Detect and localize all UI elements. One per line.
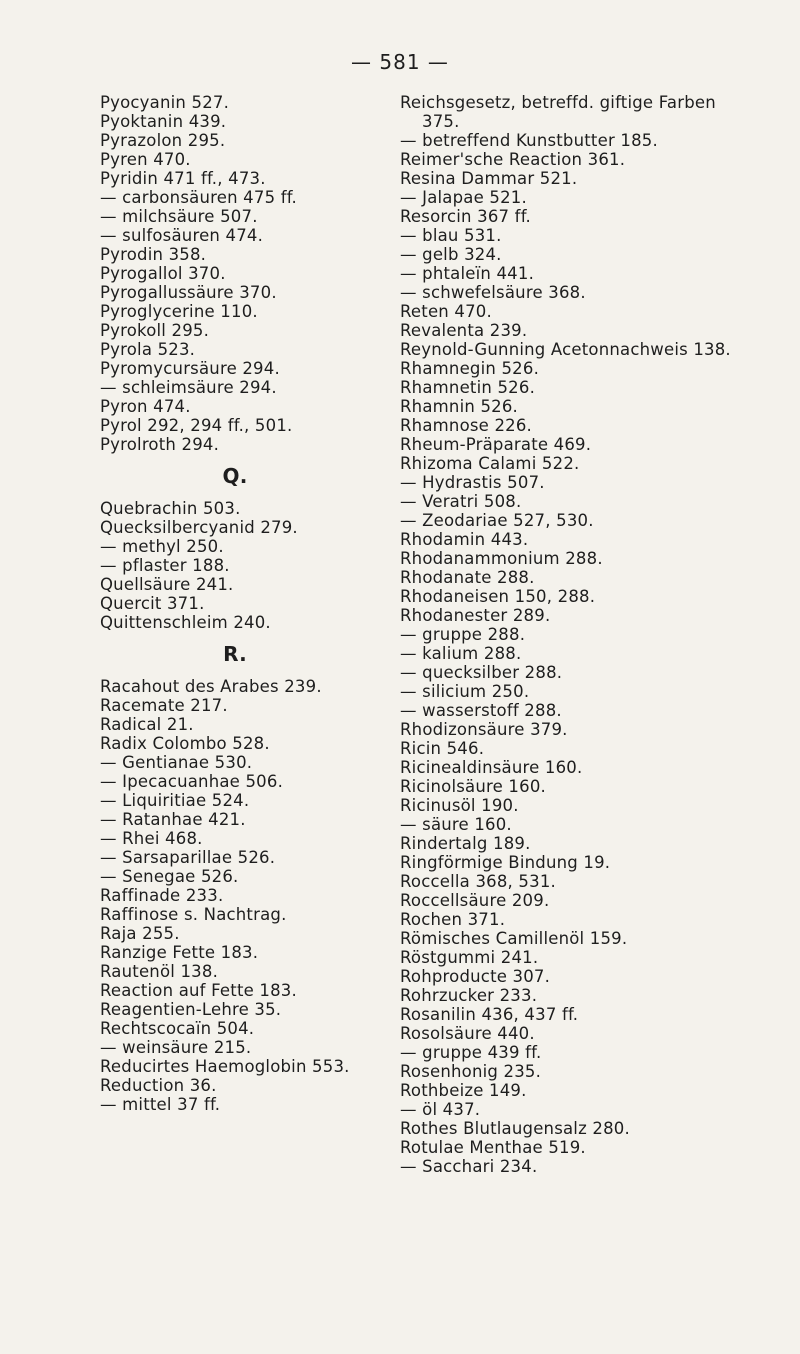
index-entry: Reimer'sche Reaction 361. xyxy=(400,150,626,169)
index-entry: Rhodanammonium 288. xyxy=(400,549,603,568)
index-entry: Quercit 371. xyxy=(100,594,205,613)
index-entry: — Ratanhae 421. xyxy=(100,810,246,829)
index-entry: — blau 531. xyxy=(400,226,502,245)
index-entry: Reducirtes Haemoglobin 553. xyxy=(100,1057,350,1076)
index-entry: — Sarsaparillae 526. xyxy=(100,848,276,867)
index-entry: Raja 255. xyxy=(100,924,180,943)
index-entry: Raffinose s. Nachtrag. xyxy=(100,905,287,924)
index-entry: Rhodizonsäure 379. xyxy=(400,720,568,739)
index-entry: — Liquiritiae 524. xyxy=(100,791,250,810)
index-entry: Rosenhonig 235. xyxy=(400,1062,542,1081)
index-entry: — öl 437. xyxy=(400,1100,481,1119)
index-entry: Pyocyanin 527. xyxy=(100,93,230,112)
index-entry: Rhodaneisen 150, 288. xyxy=(400,587,596,606)
index-entry: Rohrzucker 233. xyxy=(400,986,538,1005)
index-entry: Rautenöl 138. xyxy=(100,962,219,981)
index-entry: Rohproducte 307. xyxy=(400,967,551,986)
index-entry: Pyrola 523. xyxy=(100,340,196,359)
index-entry: — gelb 324. xyxy=(400,245,502,264)
index-entry: — phtaleïn 441. xyxy=(400,264,535,283)
index-entry: Pyrogallussäure 370. xyxy=(100,283,277,302)
index-entry: — milchsäure 507. xyxy=(100,207,258,226)
index-entry: Ricin 546. xyxy=(400,739,485,758)
index-entry: Rhamnetin 526. xyxy=(400,378,536,397)
index-column-left xyxy=(100,93,400,1114)
index-entry: Pyroglycerine 110. xyxy=(100,302,258,321)
index-entry: — silicium 250. xyxy=(400,682,530,701)
index-entry: Raffinade 233. xyxy=(100,886,224,905)
index-entry: — schleimsäure 294. xyxy=(100,378,277,397)
index-entry: — kalium 288. xyxy=(400,644,522,663)
index-entry: Pyrodin 358. xyxy=(100,245,207,264)
index-entry: Pyridin 471 ff., 473. xyxy=(100,169,266,188)
index-column-right xyxy=(400,93,750,1176)
index-entry: Racahout des Arabes 239. xyxy=(100,677,322,696)
index-entry: Resorcin 367 ff. xyxy=(400,207,531,226)
index-entry: — Jalapae 521. xyxy=(400,188,527,207)
section-letter-heading: R. xyxy=(223,642,247,666)
index-entry: Roccella 368, 531. xyxy=(400,872,556,891)
index-entry: Römisches Camillenöl 159. xyxy=(400,929,628,948)
index-entry: Rechtscocaïn 504. xyxy=(100,1019,255,1038)
index-entry: Pyron 474. xyxy=(100,397,191,416)
index-entry: Pyrolroth 294. xyxy=(100,435,220,454)
index-entry: Ricinusöl 190. xyxy=(400,796,519,815)
index-entry: Reichsgesetz, betreffd. giftige Farben xyxy=(400,93,716,112)
index-entry: — wasserstoff 288. xyxy=(400,701,562,720)
index-entry: — betreffend Kunstbutter 185. xyxy=(400,131,658,150)
index-entry: — Veratri 508. xyxy=(400,492,522,511)
page-number: — 581 — xyxy=(351,50,449,74)
index-entry: — Ipecacuanhae 506. xyxy=(100,772,284,791)
index-entry: Rhamnose 226. xyxy=(400,416,532,435)
index-entry: Reagentien-Lehre 35. xyxy=(100,1000,282,1019)
index-entry: Rhizoma Calami 522. xyxy=(400,454,580,473)
index-entry: — mittel 37 ff. xyxy=(100,1095,221,1114)
index-entry: — Sacchari 234. xyxy=(400,1157,538,1176)
index-entry: Ricinolsäure 160. xyxy=(400,777,546,796)
section-letter-heading: Q. xyxy=(222,464,248,488)
index-entry: — schwefelsäure 368. xyxy=(400,283,586,302)
index-entry: Rhodanate 288. xyxy=(400,568,535,587)
index-entry: Rhodamin 443. xyxy=(400,530,529,549)
index-entry: Quellsäure 241. xyxy=(100,575,234,594)
index-entry: Pyrol 292, 294 ff., 501. xyxy=(100,416,293,435)
index-entry: Resina Dammar 521. xyxy=(400,169,578,188)
index-entry: Roccellsäure 209. xyxy=(400,891,550,910)
index-entry: Rothes Blutlaugensalz 280. xyxy=(400,1119,630,1138)
index-entry: — säure 160. xyxy=(400,815,512,834)
index-entry: Rochen 371. xyxy=(400,910,506,929)
index-entry: — carbonsäuren 475 ff. xyxy=(100,188,297,207)
index-entry: Pyren 470. xyxy=(100,150,191,169)
index-entry: — methyl 250. xyxy=(100,537,224,556)
index-entry: Pyrazolon 295. xyxy=(100,131,226,150)
index-entry: — Senegae 526. xyxy=(100,867,239,886)
index-entry: — weinsäure 215. xyxy=(100,1038,252,1057)
index-entry: Rindertalg 189. xyxy=(400,834,531,853)
index-entry: — Zeodariae 527, 530. xyxy=(400,511,594,530)
index-entry: Rhamnegin 526. xyxy=(400,359,540,378)
index-entry: — Gentianae 530. xyxy=(100,753,253,772)
index-entry: — pflaster 188. xyxy=(100,556,230,575)
index-entry: — gruppe 288. xyxy=(400,625,526,644)
index-entry: Rhamnin 526. xyxy=(400,397,518,416)
index-entry: Ringförmige Bindung 19. xyxy=(400,853,611,872)
index-entry: Reynold-Gunning Acetonnachweis 138. xyxy=(400,340,731,359)
index-entry: Radix Colombo 528. xyxy=(100,734,270,753)
index-entry: — Hydrastis 507. xyxy=(400,473,545,492)
index-entry: Reaction auf Fette 183. xyxy=(100,981,297,1000)
index-entry: Quecksilbercyanid 279. xyxy=(100,518,298,537)
index-entry: Ranzige Fette 183. xyxy=(100,943,259,962)
index-entry: — Rhei 468. xyxy=(100,829,203,848)
index-entry: Ricinealdinsäure 160. xyxy=(400,758,583,777)
index-entry: Racemate 217. xyxy=(100,696,228,715)
index-entry: Rotulae Menthae 519. xyxy=(400,1138,586,1157)
index-entry: Rosanilin 436, 437 ff. xyxy=(400,1005,579,1024)
index-entry: — gruppe 439 ff. xyxy=(400,1043,542,1062)
index-entry: Rosolsäure 440. xyxy=(400,1024,535,1043)
index-entry: Quittenschleim 240. xyxy=(100,613,271,632)
index-entry: Pyoktanin 439. xyxy=(100,112,227,131)
index-entry: Revalenta 239. xyxy=(400,321,528,340)
index-entry: Reten 470. xyxy=(400,302,492,321)
index-entry: Pyrokoll 295. xyxy=(100,321,210,340)
index-entry: Pyromycursäure 294. xyxy=(100,359,280,378)
index-entry: Rothbeize 149. xyxy=(400,1081,527,1100)
index-entry: Röstgummi 241. xyxy=(400,948,539,967)
index-entry: — sulfosäuren 474. xyxy=(100,226,264,245)
index-entry: 375. xyxy=(422,112,460,131)
index-entry: Quebrachin 503. xyxy=(100,499,241,518)
index-entry: Rhodanester 289. xyxy=(400,606,551,625)
index-entry: — quecksilber 288. xyxy=(400,663,563,682)
index-entry: Radical 21. xyxy=(100,715,194,734)
index-entry: Reduction 36. xyxy=(100,1076,217,1095)
index-entry: Rheum-Präparate 469. xyxy=(400,435,592,454)
index-entry: Pyrogallol 370. xyxy=(100,264,226,283)
